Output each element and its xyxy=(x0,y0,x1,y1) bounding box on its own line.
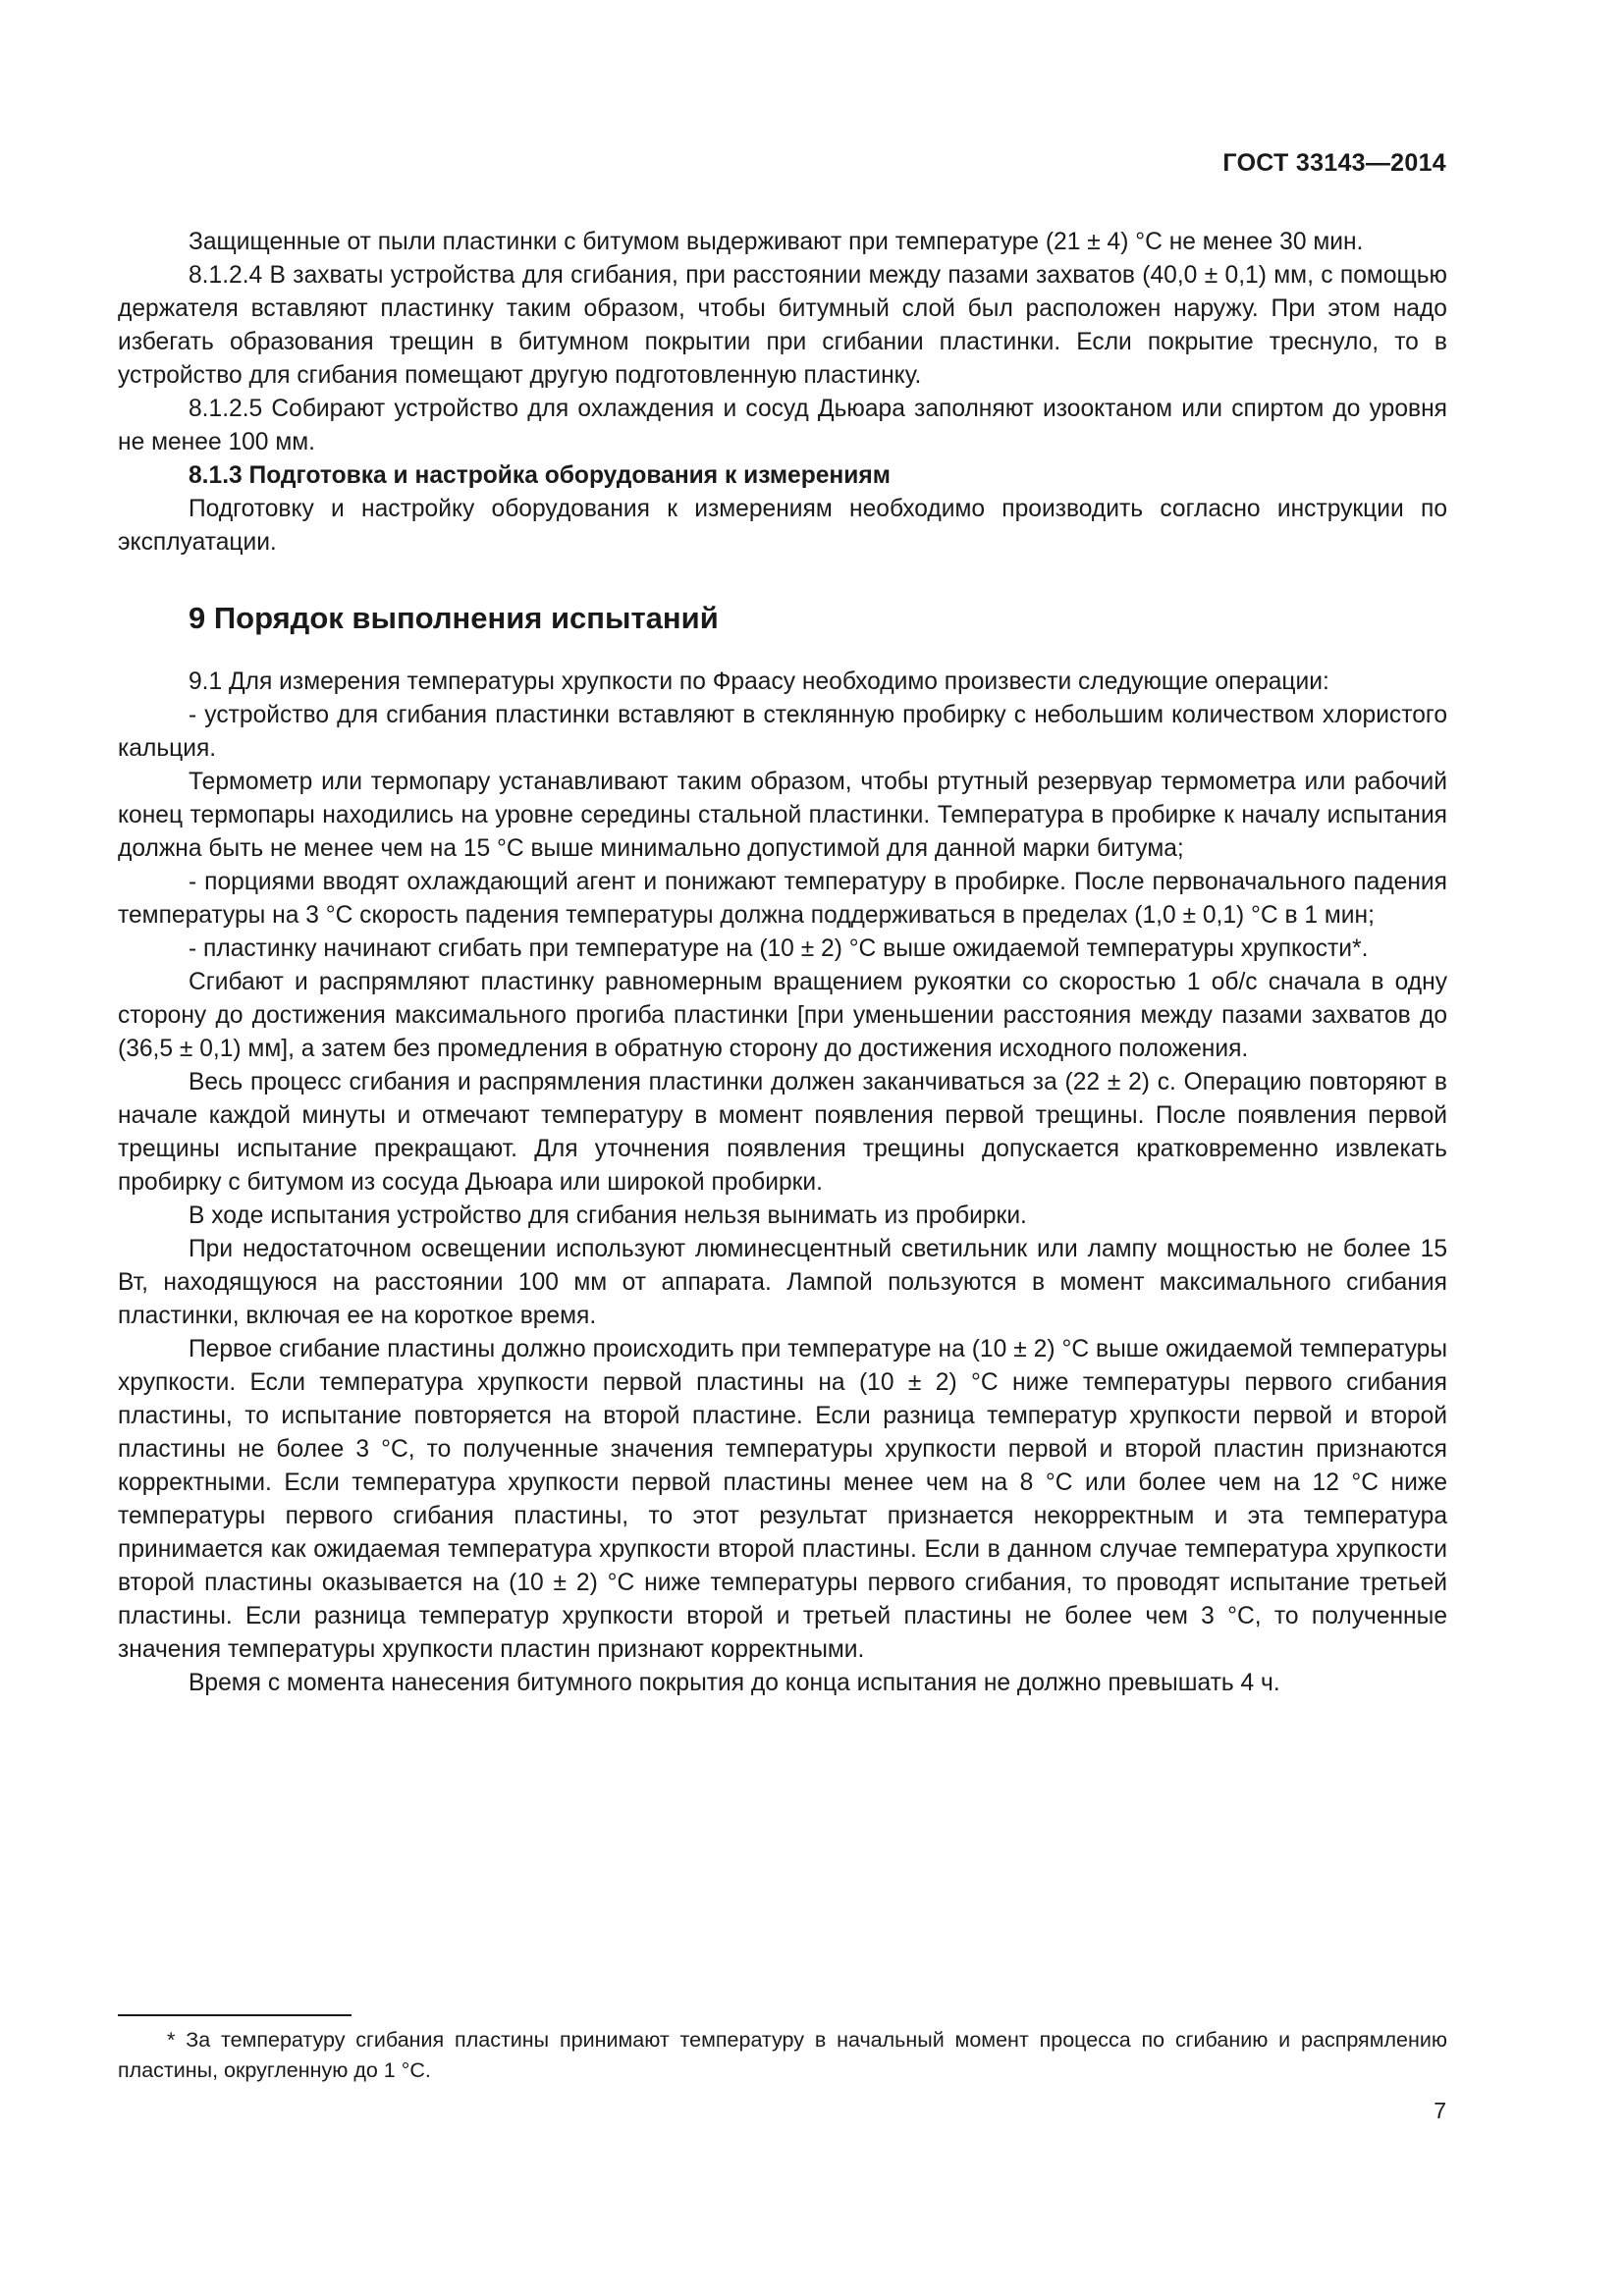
paragraph: Время с момента нанесения битумного покрытия до конца испытания не должно превышать 4 ч. xyxy=(189,1670,1280,1696)
footnote-divider xyxy=(118,2014,352,2016)
paragraph: Защищенные от пыли пластинки с битумом выдерживают при температуре (21 ± 4) °С не менее 30 мин. xyxy=(189,229,1364,255)
paragraph: Термометр или термопару устанавливают таким образом, чтобы ртутный резервуар термометра или рабочий конец термопары находились на уровне середины стальной пластинки. Температура в пробирке к началу испытания должна быть не менее чем на 15 °С выше минимально допустимой для данной марки битума; xyxy=(118,769,1447,862)
paragraph: Первое сгибание пластины должно происходить при температуре на (10 ± 2) °С выше ожидаемой температуры хрупкости. Если температура хрупкости первой пластины на (10 ± 2) °С ниже температуры первого сгибания пластины, то испытание повторяется на второй пластине. Если разница температур хрупкости первой и второй пластины не более 3 °С, то полученные значения температуры хрупкости первой и второй пластин признаются корректными. Если температура хрупкости первой пластины менее чем на 8 °С или более чем на 12 °С ниже температуры первого сгибания пластины, то этот результат признается некорректным и эта температура принимается как ожидаемая температура хрупкости второй пластины. Если в данном случае температура хрупкости второй пластины оказывается на (10 ± 2) °С ниже температуры первого сгибания, то проводят испытание третьей пластины. Если разница температур хрупкости второй и третьей пластины не более чем 3 °С, то полученные значения температуры хрупкости пластин признают корректными. xyxy=(118,1336,1447,1663)
paragraph: Подготовку и настройку оборудования к измерениям необходимо производить согласно инструкции по эксплуатации. xyxy=(118,496,1447,556)
list-item: - пластинку начинают сгибать при температуре на (10 ± 2) °С выше ожидаемой температуры хрупкости*. xyxy=(189,935,1369,962)
paragraph: 8.1.2.4 В захваты устройства для сгибания, при расстоянии между пазами захватов (40,0 ± 0,1) мм, с помощью держателя вставляют пластинку таким образом, чтобы битумный слой был расположен наружу. При этом надо избегать образования трещин в битумном покрытии при сгибании пластинки. Если покрытие треснуло, то в устройство для сгибания помещают другую подготовленную пластинку. xyxy=(118,262,1447,389)
paragraph: 9.1 Для измерения температуры хрупкости по Фраасу необходимо произвести следующие операции: xyxy=(189,668,1329,695)
standard-id-header: ГОСТ 33143—2014 xyxy=(1222,149,1446,177)
paragraph: В ходе испытания устройство для сгибания нельзя вынимать из пробирки. xyxy=(189,1202,1027,1229)
paragraph: Сгибают и распрямляют пластинку равномерным вращением рукоятки со скоростью 1 об/с сначала в одну сторону до достижения максимального прогиба пластинки [при уменьшении расстояния между пазами захватов до (36,5 ± 0,1) мм], а затем без промедления в обратную сторону до достижения исходного положения. xyxy=(118,969,1447,1062)
page-number: 7 xyxy=(1434,2098,1446,2123)
list-item: - порциями вводят охлаждающий агент и понижают температуру в пробирке. После первоначального падения температуры на 3 °С скорость падения температуры должна поддерживаться в пределах (1,0 ± 0,1) °С в 1 мин; xyxy=(118,869,1447,929)
subsection-title: 8.1.3 Подготовка и настройка оборудования к измерениям xyxy=(189,462,891,489)
paragraph: При недостаточном освещении используют люминесцентный светильник или лампу мощностью не более 15 Вт, находящуюся на расстоянии 100 мм от аппарата. Лампой пользуются в момент максимального сгибания пластинки, включая ее на короткое время. xyxy=(118,1236,1447,1329)
list-item: - устройство для сгибания пластинки вставляют в стеклянную пробирку с небольшим количеством хлористого кальция. xyxy=(118,702,1447,762)
paragraph: Весь процесс сгибания и распрямления пластинки должен заканчиваться за (22 ± 2) с. Операцию повторяют в начале каждой минуты и отмечают температуру в момент появления первой трещины. После появления первой трещины испытание прекращают. Для уточнения появления трещины допускается кратковременно извлекать пробирку с битумом из сосуда Дьюара или широкой пробирки. xyxy=(118,1069,1447,1196)
main-content xyxy=(118,226,1447,1700)
paragraph: 8.1.2.5 Собирают устройство для охлаждения и сосуд Дьюара заполняют изооктаном или спиртом до уровня не менее 100 мм. xyxy=(118,396,1447,455)
footnote: * За температуру сгибания пластины принимают температуру в начальный момент процесса по сгибанию и распрямлению пластины, округленную до 1 °С. xyxy=(118,2028,1447,2082)
section-heading: 9 Порядок выполнения испытаний xyxy=(189,601,719,635)
